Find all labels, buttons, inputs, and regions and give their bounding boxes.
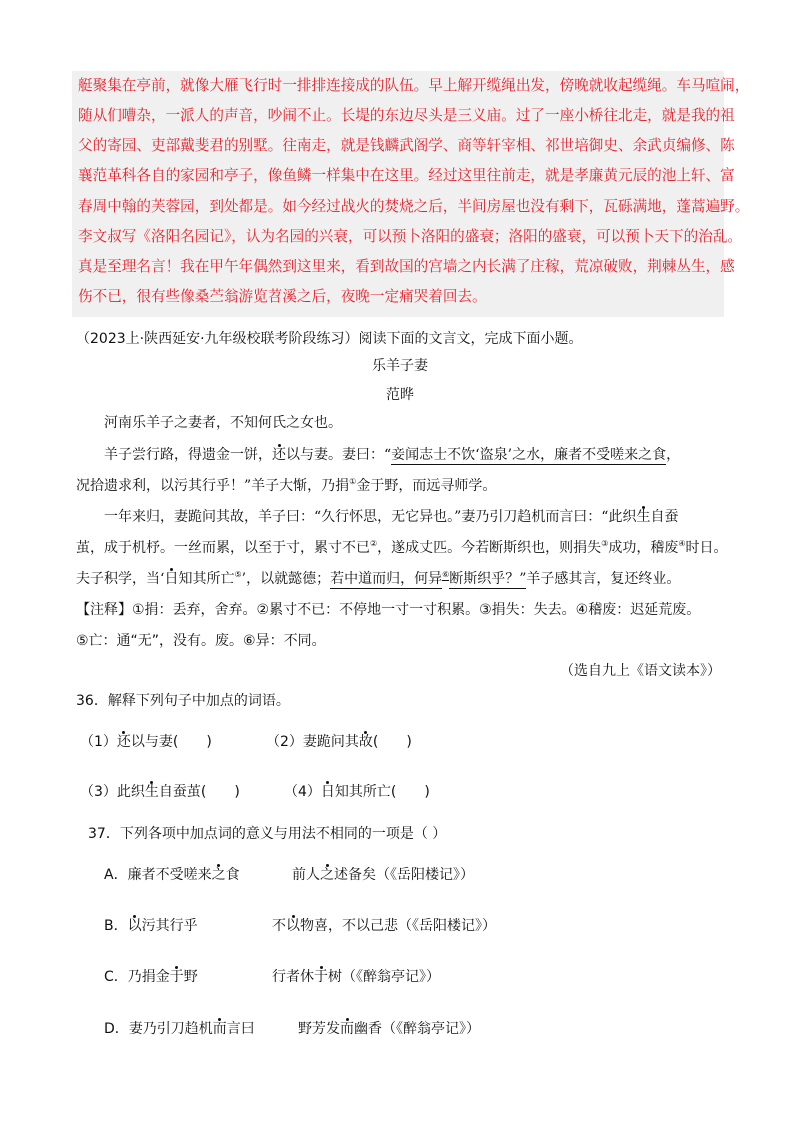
underlined-sentence: 断斯织乎？”	[449, 571, 527, 587]
text-span: 时日。	[685, 540, 728, 556]
text-span: 知其所亡( )	[334, 784, 430, 800]
q37-option-c-left	[104, 967, 198, 987]
text-span: 行者休	[272, 969, 314, 985]
note-marker: ③	[601, 539, 609, 548]
text-span: 树（《醉翁亭记》）	[328, 969, 440, 985]
dotted-word: 生	[144, 784, 159, 800]
text-span: 成功，稽废	[608, 540, 679, 556]
text-span: B．	[104, 918, 128, 934]
q36-item-4	[284, 782, 430, 802]
dotted-word: 日	[320, 784, 335, 800]
q36-item-1	[80, 732, 212, 752]
q37-option-a-right	[292, 865, 474, 885]
translation-line: 随从们嘈杂，一派人的声音，吵闹不止。长堤的东边尽头是三义庙。过了一座小桥往北走，就是我的祖	[78, 107, 735, 124]
q37-option-d-left	[104, 1019, 255, 1039]
translation-block	[72, 71, 750, 317]
passage-author: 范晔	[386, 387, 414, 403]
translation-line: 李文叔写《洛阳名园记》，认为名园的兴衰，可以预卜洛阳的盛衰；洛阳的盛衰，可以预卜天下的治乱。	[78, 228, 743, 245]
question-36-stem: 36．解释下列句子中加点的词语。	[76, 693, 290, 709]
text-span: 以与妻。妻曰：“	[286, 447, 392, 463]
q37-option-a-left	[104, 865, 240, 885]
dotted-word: 故	[358, 734, 373, 750]
dotted-word: 生	[636, 509, 651, 525]
q37-option-d-right	[298, 1019, 480, 1039]
text-span: 自蚕	[650, 509, 679, 525]
translation-line: 襄范革科各自的家园和亭子，像鱼鳞一样集中在这里。经过这里往前走，就是孝廉黄元辰的池上轩、富	[78, 167, 735, 184]
dotted-word: 而	[212, 1021, 227, 1037]
text-span: 述备矣（《岳阳楼记》）	[334, 867, 474, 883]
text-span: 羊子感其言，复还终业。	[526, 571, 681, 587]
underlined-sentence: 若中道而归，何异	[330, 571, 443, 587]
passage-title: 乐羊子妻	[372, 358, 428, 374]
q37-option-b-left	[104, 916, 198, 936]
passage-paragraph: 河南乐羊子之妻者，不知何氏之女也。	[104, 415, 342, 431]
q37-option-c-right	[272, 967, 440, 987]
text-span: 自蚕茧( )	[158, 784, 240, 800]
notes-line: 【注释】①捐：丢弃，舍弃。②累寸不已：不停地一寸一寸积累。③捐失：失去。④稽废：迟延荒废。	[76, 602, 701, 618]
text-span: 知其所亡	[178, 571, 235, 587]
text-span: 一年来归，妻跪问其故，羊子曰：“久行怀思，无它异也。”妻乃引刀趋机而言曰：“此织	[104, 509, 637, 525]
text-span: ( )	[372, 734, 412, 750]
text-span: （1）	[80, 734, 117, 750]
dotted-word: 以	[286, 918, 300, 934]
text-span: 污其行乎	[141, 918, 198, 934]
q37-option-b-right	[272, 916, 496, 936]
source-citation: （选自九上《语文读本》）	[560, 663, 721, 679]
translation-line: 父的寄园、吏部戴斐君的别墅。往南走，就是钱麟武阁学、商等轩宰相、祁世培御史、余武贞编修、陈	[78, 137, 735, 154]
text-span: 物喜，不以己悲（《岳阳楼记》）	[300, 918, 496, 934]
note-marker: ①	[349, 477, 357, 486]
passage-paragraph	[104, 445, 680, 465]
dotted-word: 于	[314, 969, 328, 985]
passage-paragraph	[104, 507, 678, 527]
text-span: 前人	[292, 867, 320, 883]
text-span: 以与妻( )	[130, 734, 212, 750]
text-span: 夫子积学，当‘	[76, 571, 165, 587]
underlined-sentence: 妾闻志士不饮‘盗泉’之水，廉者不受嗟来之食	[391, 447, 667, 463]
text-span: 金于野，而远寻师学。	[356, 478, 497, 494]
translation-line: 春周中翰的芙蓉园，到处都是。如今经过战火的焚烧之后，半间房屋也没有剩下，瓦砾满地，蓬蒿遍野。	[78, 198, 750, 215]
note-marker: ④	[678, 539, 686, 548]
text-span: ，遂成丈匹。今若断斯织也，则捐失	[377, 540, 602, 556]
text-span: A．廉者不受嗟来	[104, 867, 212, 883]
translation-line: 真是至理名言！我在甲午年偶然到这里来，看到故国的宫墙之内长满了庄稼，荒凉破败，荆棘丛生，感	[78, 258, 735, 275]
text-span: 羊子尝行路，得遗金一饼，	[104, 447, 272, 463]
text-span: 野芳发	[298, 1021, 340, 1037]
dotted-word: 之	[211, 867, 226, 883]
text-span: 况拾遗求利，以污其行乎！”羊子大惭，乃捐	[76, 478, 350, 494]
text-span: （2）妻跪问其	[266, 734, 359, 750]
q36-item-2	[266, 732, 412, 752]
dotted-word: 日	[164, 571, 179, 587]
dotted-word: 以	[127, 918, 142, 934]
text-span: 茧，成于机杼。一丝而累，以至于寸，累寸不已	[76, 540, 370, 556]
note-marker: ②	[370, 539, 378, 548]
passage-paragraph	[76, 476, 496, 496]
text-span: ’，以就懿德；	[241, 571, 331, 587]
text-span: （4）	[284, 784, 321, 800]
dotted-word: 于	[169, 969, 184, 985]
translation-line: 艇聚集在亭前，就像大雁飞行时一排排连接成的队伍。早上解开缆绳出发，傍晚就收起缆绳。车马喧闹，	[78, 77, 750, 94]
text-span: 不	[272, 918, 286, 934]
passage-paragraph	[76, 569, 680, 589]
text-span: 野	[183, 969, 198, 985]
text-span: 言曰	[226, 1021, 255, 1037]
text-span: D．妻乃引刀趋机	[104, 1021, 213, 1037]
text-span: 食	[225, 867, 240, 883]
text-span: C．乃捐金	[104, 969, 170, 985]
dotted-word: 之	[320, 867, 334, 883]
dotted-word: 还	[116, 734, 131, 750]
q36-item-3	[80, 782, 240, 802]
passage-paragraph	[76, 538, 728, 558]
notes-line: ⑤亡：通“无”，没有。废。⑥异：不同。	[76, 633, 326, 649]
dotted-word: 而	[340, 1021, 354, 1037]
translation-line: 伤不已，很有些像桑苎翁游览苕溪之后，夜晚一定痛哭着回去。	[78, 288, 487, 305]
note-marker: ⑤	[234, 570, 242, 579]
question-intro: （2023上·陕西延安·九年级校联考阶段练习）阅读下面的文言文，完成下面小题。	[76, 331, 583, 347]
dotted-word: 还	[272, 447, 286, 463]
text-span: （3）此织	[80, 784, 145, 800]
text-span: 幽香（《醉翁亭记》）	[354, 1021, 480, 1037]
text-span: ，	[666, 447, 681, 463]
question-37-stem: 37．下列各项中加点词的意义与用法不相同的一项是（ ）	[88, 826, 447, 842]
note-marker: ⑥	[442, 570, 450, 579]
